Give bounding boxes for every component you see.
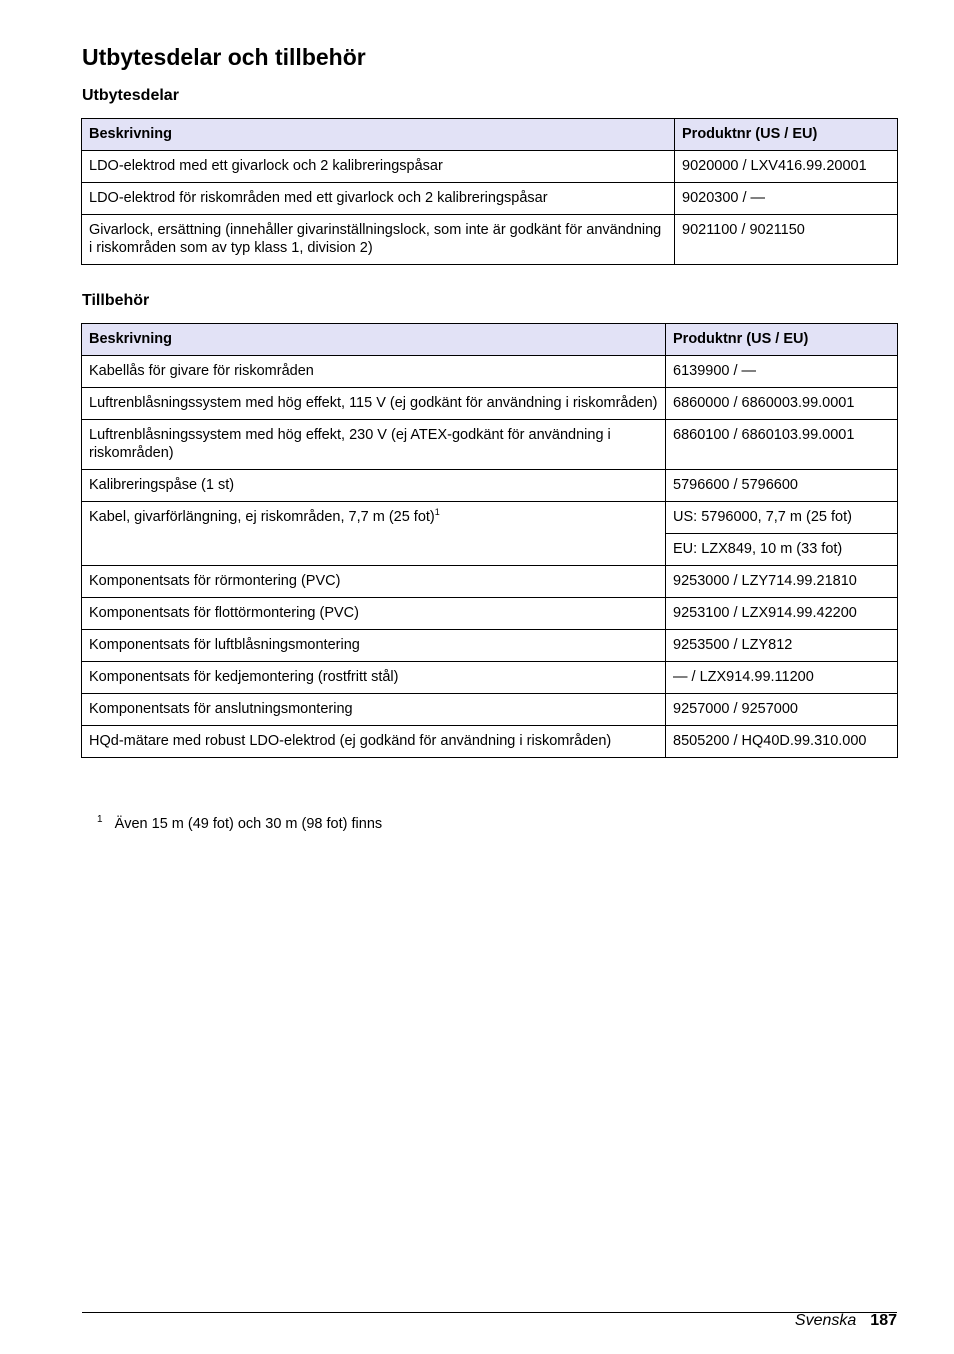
cable-description: Kabel, givarförlängning, ej riskområden, 7,7 m (25 fot)	[89, 509, 435, 525]
table-row	[82, 356, 898, 388]
table-row	[82, 183, 898, 215]
table-row	[82, 566, 898, 598]
cell-product: 8505200 / HQ40D.99.310.000	[666, 726, 898, 758]
cell-description: Komponentsats för rörmontering (PVC)	[82, 566, 666, 598]
cell-description: Komponentsats för anslutningsmontering	[82, 694, 666, 726]
footnote-number: 1	[97, 814, 103, 825]
cell-product: 9020300 / —	[675, 183, 898, 215]
table-row	[82, 215, 898, 265]
footer-divider	[82, 1312, 897, 1313]
cell-product: 9253100 / LZX914.99.42200	[666, 598, 898, 630]
table-header-row	[82, 324, 898, 356]
table-row	[82, 420, 898, 470]
cell-description: Kabellås för givare för riskområden	[82, 356, 666, 388]
page-number: 187	[870, 1312, 897, 1329]
cell-product: 9257000 / 9257000	[666, 694, 898, 726]
cell-product: 9253500 / LZY812	[666, 630, 898, 662]
footnote-text: Även 15 m (49 fot) och 30 m (98 fot) finns	[114, 816, 383, 832]
cell-product: 9020000 / LXV416.99.20001	[675, 151, 898, 183]
cell-description: Kalibreringspåse (1 st)	[82, 470, 666, 502]
table-row	[82, 662, 898, 694]
section-heading-accessories: Tillbehör	[82, 292, 150, 309]
cell-description: LDO-elektrod med ett givarlock och 2 kalibreringspåsar	[82, 151, 675, 183]
table-row	[82, 388, 898, 420]
cell-product: EU: LZX849, 10 m (33 fot)	[666, 534, 898, 566]
cell-product: 9021100 / 9021150	[675, 215, 898, 265]
cell-product: 9253000 / LZY714.99.21810	[666, 566, 898, 598]
cell-description: Komponentsats för kedjemontering (rostfritt stål)	[82, 662, 666, 694]
cell-description: Luftrenblåsningssystem med hög effekt, 115 V (ej godkänt för användning i riskområden)	[82, 388, 666, 420]
page-footer	[795, 1312, 897, 1330]
cell-product: US: 5796000, 7,7 m (25 fot)	[666, 502, 898, 534]
table-header-row	[82, 119, 898, 151]
cell-description: Givarlock, ersättning (innehåller givarinställningslock, som inte är godkänt för användning i riskområden som av typ klass 1, division 2)	[82, 215, 675, 265]
accessories-table	[81, 323, 898, 758]
cell-description: Komponentsats för luftblåsningsmontering	[82, 630, 666, 662]
column-header-product: Produktnr (US / EU)	[666, 324, 898, 356]
cell-description	[82, 502, 666, 566]
table-row	[82, 502, 898, 534]
table-row	[82, 598, 898, 630]
cell-product: — / LZX914.99.11200	[666, 662, 898, 694]
table-row	[82, 694, 898, 726]
table-row	[82, 726, 898, 758]
cell-product: 6860100 / 6860103.99.0001	[666, 420, 898, 470]
column-header-description: Beskrivning	[82, 324, 666, 356]
footer-language: Svenska	[794, 1312, 857, 1329]
spare-parts-table	[81, 118, 898, 265]
column-header-description: Beskrivning	[82, 119, 675, 151]
column-header-product: Produktnr (US / EU)	[675, 119, 898, 151]
table-row	[82, 630, 898, 662]
page-title: Utbytesdelar och tillbehör	[82, 44, 366, 70]
table-row	[82, 151, 898, 183]
section-heading-spare-parts: Utbytesdelar	[82, 87, 179, 104]
table-row	[82, 470, 898, 502]
footnote-reference: 1	[434, 507, 440, 518]
cell-description: LDO-elektrod för riskområden med ett givarlock och 2 kalibreringspåsar	[82, 183, 675, 215]
cell-product: 5796600 / 5796600	[666, 470, 898, 502]
cell-description: HQd-mätare med robust LDO-elektrod (ej godkänd för användning i riskområden)	[82, 726, 666, 758]
cell-product: 6860000 / 6860003.99.0001	[666, 388, 898, 420]
cell-description: Luftrenblåsningssystem med hög effekt, 230 V (ej ATEX-godkänt för användning i riskområden)	[82, 420, 666, 470]
footnote	[97, 816, 382, 832]
cell-product: 6139900 / —	[666, 356, 898, 388]
cell-description: Komponentsats för flottörmontering (PVC)	[82, 598, 666, 630]
